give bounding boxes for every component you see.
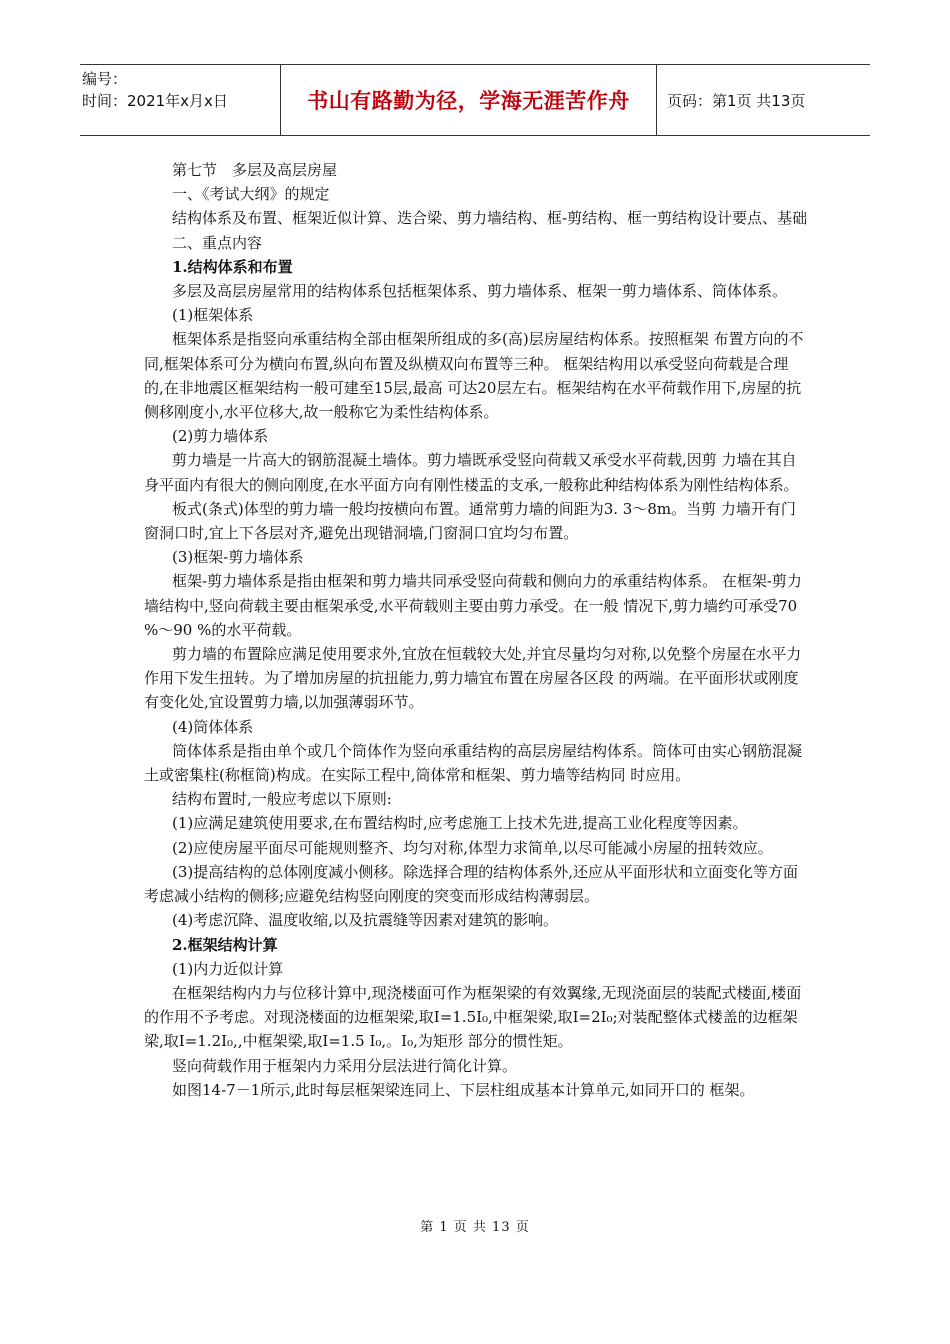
- paragraph: 框架体系是指竖向承重结构全部由框架所组成的多(高)层房屋结构体系。按照框架 布置方向的不同,框架体系可分为横向布置,纵向布置及纵横双向布置等三种。 框架结构用以承受竖向荷载是合理的,在非地震区框架结构一般可建至15层,最高 可达20层左右。框架结构在水平荷载作用下,房屋的抗侧移刚度小,水平位移大,故一般称它为柔性结构体系。: [144, 330, 804, 422]
- paragraph: 板式(条式)体型的剪力墙一般均按横向布置。通常剪力墙的间距为3. 3～8m。当剪 力墙开有门窗洞口时,宜上下各层对齐,避免出现错洞墙,门窗洞口宜均匀布置。: [144, 499, 796, 543]
- section-heading: 1.结构体系和布置: [172, 257, 293, 276]
- paragraph: 剪力墙的布置除应满足使用要求外,宜放在恒载较大处,并宜尽量均匀对称,以免整个房屋在水平力作用下发生扭转。为了增加房屋的抗扭能力,剪力墙宜布置在房屋各区段 的两端。在平面形状或刚度有变化处,宜设置剪力墙,以加强薄弱环节。: [144, 645, 802, 712]
- paragraph: 二、重点内容: [172, 233, 263, 252]
- paragraph: (1)应满足建筑使用要求,在布置结构时,应考虑施工上技术先进,提高工业化程度等因素。: [172, 814, 748, 833]
- paragraph: (2)应使房屋平面尽可能规则整齐、均匀对称,体型力求简单,以尽可能减小房屋的扭转效应。: [172, 838, 773, 857]
- paragraph: 多层及高层房屋常用的结构体系包括框架体系、剪力墙体系、框架一剪力墙体系、筒体体系。: [172, 282, 788, 301]
- date-label: 时间：2021年x月x日: [82, 92, 228, 110]
- header-page-info: 页码：第1页 共13页: [667, 91, 806, 110]
- code-label: 编号：: [82, 70, 128, 88]
- header-motto: 书山有路勤为径，学海无涯苦作舟: [307, 89, 630, 113]
- paragraph: (1)框架体系: [172, 306, 254, 325]
- paragraph: 结构布置时,一般应考虑以下原则:: [172, 790, 392, 809]
- paragraph: 结构体系及布置、框架近似计算、迭合梁、剪力墙结构、框-剪结构、框一剪结构设计要点、基础: [172, 209, 808, 228]
- header-divider: [656, 64, 657, 136]
- paragraph: 如图14-7－1所示,此时每层框架梁连同上、下层柱组成基本计算单元,如同开口的 框架。: [172, 1080, 755, 1099]
- paragraph: (2)剪力墙体系: [172, 427, 269, 446]
- paragraph: 一、《考试大纲》的规定: [172, 185, 330, 204]
- paragraph: (3)框架-剪力墙体系: [172, 548, 304, 567]
- section-heading: 2.框架结构计算: [172, 935, 278, 954]
- page-header: [80, 64, 870, 136]
- document-body: [144, 158, 808, 1102]
- paragraph: (3)提高结构的总体刚度减小侧移。除选择合理的结构体系外,还应从平面形状和立面变化等方面考虑减小结构的侧移;应避免结构竖向刚度的突变而形成结构薄弱层。: [144, 862, 799, 906]
- paragraph: (4)考虑沉降、温度收缩,以及抗震缝等因素对建筑的影响。: [172, 911, 559, 930]
- page-footer: 第 1 页 共 13 页: [420, 1220, 530, 1235]
- paragraph: (1)内力近似计算: [172, 959, 284, 978]
- paragraph: 筒体体系是指由单个或几个筒体作为竖向承重结构的高层房屋结构体系。筒体可由实心钢筋混凝土或密集柱(称框筒)构成。在实际工程中,筒体常和框架、剪力墙等结构同 时应用。: [144, 741, 803, 785]
- paragraph: 第七节 多层及高层房屋: [172, 161, 338, 179]
- paragraph: 剪力墙是一片高大的钢筋混凝土墙体。剪力墙既承受竖向荷载又承受水平荷载,因剪 力墙在其自身平面内有很大的侧向刚度,在水平面方向有刚性楼盂的支承,一般称此种结构体系为刚性结构体系。: [144, 451, 799, 494]
- header-meta: [82, 68, 228, 112]
- paragraph: 在框架结构内力与位移计算中,现浇楼面可作为框架梁的有效翼缘,无现浇面层的装配式楼面,楼面的作用不予考虑。对现浇楼面的边框架梁,取I=1.5I₀,中框架梁,取I=2I₀;对装配整体式楼盖的边框架梁,取I=1.2I₀,,中框架梁,取I=1.5 I₀,。I₀,为矩形 部分的惯性矩。: [144, 983, 802, 1051]
- paragraph: 框架-剪力墙体系是指由框架和剪力墙共同承受竖向荷载和侧向力的承重结构体系。 在框架-剪力墙结构中,竖向荷载主要由框架承受,水平荷载则主要由剪力承受。在一般 情况下,剪力墙约可承受70 %～90 %的水平荷载。: [144, 572, 802, 639]
- paragraph: (4)筒体体系: [172, 717, 254, 736]
- paragraph: 竖向荷载作用于框架内力采用分层法进行简化计算。: [172, 1056, 518, 1075]
